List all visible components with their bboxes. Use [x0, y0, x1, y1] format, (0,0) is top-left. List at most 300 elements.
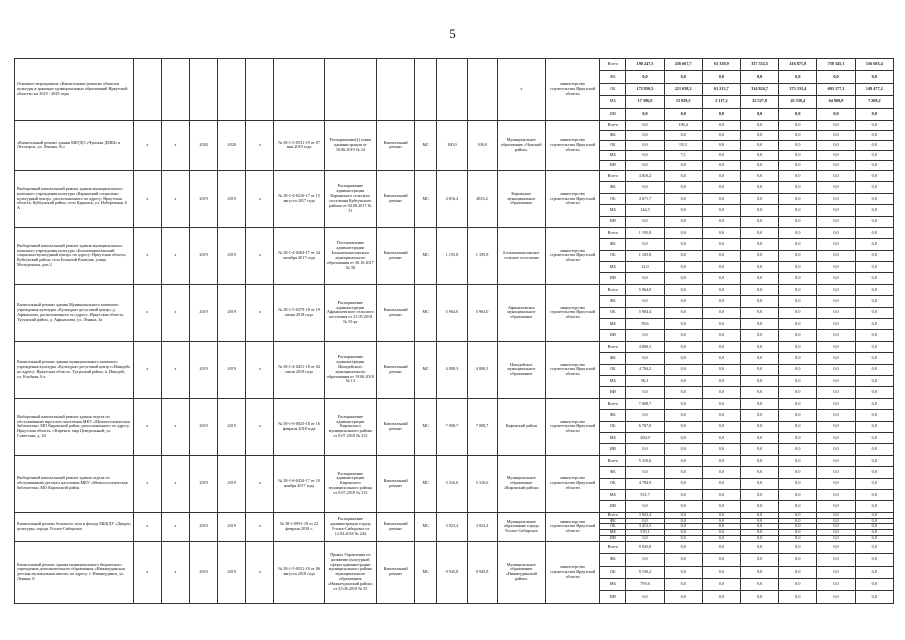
- amount-cell: 0,0: [855, 478, 893, 489]
- amount-cell: 0,0: [817, 364, 855, 375]
- attribute-cell-c5: [246, 59, 274, 121]
- amount-cell: 0,0: [664, 578, 702, 590]
- funding-source-cell: ФБ: [600, 410, 626, 421]
- amount-cell: 0,0: [740, 455, 778, 466]
- amount-cell: 0,0: [702, 530, 740, 536]
- attribute-cell-c13: министерство строительства Иркутской области: [545, 227, 599, 284]
- funding-source-cell: ОБ: [600, 307, 626, 318]
- funding-source-cell: ОБ: [600, 83, 626, 95]
- amount-cell: 0,0: [664, 524, 702, 530]
- attribute-cell-c7: Распоряжение администрации города Усолье-Сибирское от 12.04.2018 № 244: [324, 512, 376, 541]
- attribute-cell-c13: министерство строительства Иркутской области: [545, 59, 599, 121]
- amount-cell: 0,0: [855, 375, 893, 386]
- amount-cell: 0,0: [817, 71, 855, 83]
- amount-cell: 0,0: [740, 530, 778, 536]
- amount-cell: 334 824,7: [740, 83, 778, 95]
- amount-cell: 0,0: [664, 398, 702, 409]
- amount-cell: 416 871,8: [779, 59, 817, 71]
- amount-cell: 0,0: [779, 578, 817, 590]
- amount-cell: 5 316,6: [626, 455, 664, 466]
- amount-cell: 149 477,2: [855, 83, 893, 95]
- amount-cell: 0,0: [702, 140, 740, 150]
- funding-source-cell: ФБ: [600, 554, 626, 566]
- amount-cell: 0,0: [855, 216, 893, 227]
- amount-cell: 0,0: [740, 150, 778, 160]
- amount-cell: 0,0: [855, 170, 893, 181]
- attribute-cell-c4: 2019: [218, 170, 246, 227]
- funding-source-cell: МБ: [600, 150, 626, 160]
- amount-cell: 0,0: [740, 554, 778, 566]
- amount-cell: 0,0: [779, 512, 817, 518]
- amount-cell: 0,0: [855, 530, 893, 536]
- amount-cell: 0,0: [664, 130, 702, 140]
- amount-cell: 0,0: [740, 284, 778, 295]
- attribute-cell-c10: 5 964,0: [437, 284, 467, 341]
- amount-cell: 0,0: [664, 591, 702, 603]
- attribute-cell-c5: х: [246, 120, 274, 170]
- attribute-cell-c7: Распоряжение администрации Киренского муниципального района от 9.07.2018 № 313: [324, 455, 376, 512]
- amount-cell: 0,0: [664, 518, 702, 524]
- amount-cell: 0,0: [626, 387, 664, 398]
- attribute-cell-c13: министерство строительства Иркутской области: [545, 541, 599, 603]
- attribute-cell-c7: Распоряжение(4) главы администрации от 18.06.2019 № 24: [324, 120, 376, 170]
- amount-cell: 0,0: [817, 489, 855, 500]
- amount-cell: 0,0: [702, 512, 740, 518]
- amount-cell: 0,0: [817, 273, 855, 284]
- amount-cell: 144,5: [626, 205, 664, 216]
- attribute-cell-c4: 2020: [218, 120, 246, 170]
- funding-source-cell: МБ: [600, 319, 626, 330]
- amount-cell: 0,0: [740, 364, 778, 375]
- attribute-cell-c2: х: [161, 512, 189, 541]
- attribute-cell-c5: х: [246, 341, 274, 398]
- amount-cell: 0,0: [664, 262, 702, 273]
- amount-cell: 0,0: [855, 250, 893, 261]
- amount-cell: 0,0: [779, 341, 817, 352]
- amount-cell: 0,0: [779, 227, 817, 238]
- amount-cell: 0,0: [702, 296, 740, 307]
- amount-cell: 0,0: [779, 250, 817, 261]
- amount-cell: 0,0: [855, 455, 893, 466]
- attribute-cell-c11: 100,0: [467, 120, 497, 170]
- amount-cell: 0,0: [855, 467, 893, 478]
- amount-cell: 0,0: [664, 71, 702, 83]
- amount-cell: 0,0: [664, 170, 702, 181]
- amount-cell: 0,0: [702, 501, 740, 512]
- attribute-cell-c6: [274, 59, 324, 121]
- amount-cell: 373 333,4: [779, 83, 817, 95]
- amount-cell: 0,0: [855, 554, 893, 566]
- amount-cell: 0,0: [626, 591, 664, 603]
- attribute-cell-c13: министерство строительства Иркутской области: [545, 170, 599, 227]
- attribute-cell-c7: Распоряжение администрации Карымского сельского поселения Куйтунского района от 04.08.2017 № 31: [324, 170, 376, 227]
- amount-cell: 0,0: [664, 410, 702, 421]
- amount-cell: 0,0: [779, 353, 817, 364]
- amount-cell: 0,0: [817, 140, 855, 150]
- funding-source-cell: ОБ: [600, 193, 626, 204]
- amount-cell: 0,0: [702, 518, 740, 524]
- attribute-cell-c10: 7 008,7: [437, 398, 467, 455]
- amount-cell: 0,0: [664, 455, 702, 466]
- attribute-cell-c10: 1 195,8: [437, 227, 467, 284]
- attribute-cell-c3: 2019: [189, 227, 217, 284]
- amount-cell: 0,0: [855, 501, 893, 512]
- attribute-cell-c9: МС: [415, 512, 437, 541]
- amount-cell: 0,0: [626, 71, 664, 83]
- amount-cell: 0,0: [855, 284, 893, 295]
- amount-cell: 0,0: [779, 108, 817, 120]
- funding-source-cell: Всего: [600, 398, 626, 409]
- amount-cell: 0,0: [664, 284, 702, 295]
- amount-cell: 0,0: [817, 375, 855, 386]
- amount-cell: 0,0: [740, 578, 778, 590]
- amount-cell: 0,0: [779, 120, 817, 130]
- amount-cell: 0,0: [740, 160, 778, 170]
- funding-source-cell: ФБ: [600, 467, 626, 478]
- funding-source-cell: ИИ: [600, 108, 626, 120]
- attribute-cell-c1: х: [133, 227, 161, 284]
- amount-cell: 357 352,5: [740, 59, 778, 71]
- amount-cell: 93,3: [664, 140, 702, 150]
- attribute-cell-c11: [467, 59, 497, 121]
- attribute-cell-c3: 2019: [189, 341, 217, 398]
- amount-cell: 0,0: [855, 296, 893, 307]
- attribute-cell-c12: Муниципальное образование «Нижнеудинский район»: [497, 541, 545, 603]
- attribute-cell-c9: МС: [415, 341, 437, 398]
- amount-cell: 0,0: [702, 284, 740, 295]
- attribute-cell-c9: МС: [415, 227, 437, 284]
- amount-cell: 0,0: [855, 444, 893, 455]
- amount-cell: 0,0: [855, 160, 893, 170]
- amount-cell: 0,0: [855, 130, 893, 140]
- amount-cell: 0,0: [740, 501, 778, 512]
- amount-cell: 0,0: [855, 330, 893, 341]
- amount-cell: 0,0: [740, 524, 778, 530]
- attribute-cell-c7: [324, 59, 376, 121]
- attribute-cell-c11: 5 316,6: [467, 455, 497, 512]
- funding-source-cell: МБ: [600, 432, 626, 443]
- funding-source-cell: ФБ: [600, 518, 626, 524]
- attribute-cell-c7: Распоряжение администрации Ишидейского муниципального образования от 19.06.2018 № 13: [324, 341, 376, 398]
- amount-cell: 0,0: [740, 467, 778, 478]
- attribute-cell-c9: [415, 59, 437, 121]
- amount-cell: 1 195,8: [626, 227, 664, 238]
- amount-cell: 0,0: [740, 591, 778, 603]
- funding-source-cell: ИИ: [600, 444, 626, 455]
- funding-source-cell: ОБ: [600, 421, 626, 432]
- amount-cell: 0,0: [855, 421, 893, 432]
- amount-cell: 0,0: [664, 421, 702, 432]
- attribute-cell-c12: Афанасьевское муниципальное образование: [497, 284, 545, 341]
- funding-source-cell: ОБ: [600, 566, 626, 578]
- amount-cell: 0,0: [740, 518, 778, 524]
- attribute-cell-c3: 2019: [189, 541, 217, 603]
- amount-cell: 0,0: [702, 541, 740, 553]
- amount-cell: 0,0: [817, 410, 855, 421]
- amount-cell: 59,6: [626, 319, 664, 330]
- attribute-cell-c2: [161, 59, 189, 121]
- attribute-cell-c1: х: [133, 120, 161, 170]
- attribute-cell-c4: [218, 59, 246, 121]
- funding-source-cell: Всего: [600, 59, 626, 71]
- amount-cell: 0,0: [626, 535, 664, 541]
- attribute-cell-c6: № 38-1-0091-18 от 22 февраля 2018 г.: [274, 512, 324, 541]
- amount-cell: 6 707,8: [626, 421, 664, 432]
- funding-source-cell: МБ: [600, 489, 626, 500]
- attribute-cell-c4: 2019: [218, 341, 246, 398]
- amount-cell: 0,0: [779, 421, 817, 432]
- amount-cell: 0,0: [702, 444, 740, 455]
- attribute-cell-c9: МС: [415, 120, 437, 170]
- amount-cell: 5 964,0: [626, 284, 664, 295]
- amount-cell: 0,0: [855, 120, 893, 130]
- object-name-cell: Выборочный капитальный ремонт здания отдела по обслуживанию детского населения МКУ «Межпоселенческая библиотека» МО Киренский район: [15, 455, 134, 512]
- amount-cell: 0,0: [855, 489, 893, 500]
- amount-cell: 0,0: [664, 353, 702, 364]
- amount-cell: 0,0: [779, 501, 817, 512]
- amount-cell: 0,0: [626, 140, 664, 150]
- attribute-cell-c8: Капитальный ремонт: [377, 541, 415, 603]
- attribute-cell-c8: Капитальный ремонт: [377, 227, 415, 284]
- funding-source-cell: ОБ: [600, 364, 626, 375]
- amount-cell: 0,0: [702, 432, 740, 443]
- amount-cell: 0,0: [779, 216, 817, 227]
- amount-cell: 0,0: [817, 554, 855, 566]
- amount-cell: 510,1: [626, 530, 664, 536]
- table-row: [15, 170, 894, 181]
- attribute-cell-c8: Капитальный ремонт: [377, 120, 415, 170]
- amount-cell: 0,0: [664, 341, 702, 352]
- amount-cell: 531,7: [626, 489, 664, 500]
- amount-cell: 0,0: [855, 387, 893, 398]
- amount-cell: 0,0: [626, 330, 664, 341]
- amount-cell: 0,0: [626, 501, 664, 512]
- amount-cell: 61 213,7: [702, 83, 740, 95]
- amount-cell: 0,0: [702, 410, 740, 421]
- object-name-cell: «Капитальный ремонт здания МБУДО «Чунская ДМШ» в Лесогорск, ул. Ленина, 8»»: [15, 120, 134, 170]
- amount-cell: 0,0: [664, 319, 702, 330]
- amount-cell: 0,0: [779, 273, 817, 284]
- amount-cell: 0,0: [740, 410, 778, 421]
- funding-source-cell: Всего: [600, 284, 626, 295]
- amount-cell: 0,0: [817, 150, 855, 160]
- amount-cell: 0,0: [817, 182, 855, 193]
- amount-cell: 0,0: [664, 489, 702, 500]
- amount-cell: 300,9: [626, 432, 664, 443]
- amount-cell: 156 683,4: [855, 59, 893, 71]
- amount-cell: 0,0: [817, 578, 855, 590]
- amount-cell: 0,0: [817, 591, 855, 603]
- object-name-cell: Выборочный капитальный ремонт здания муниципального казенного учреждения культуры «Большекашелакский социально-культурный центр» по адресу: Иркутская область, Куйтунский район, село Большой Кашелак, улица Молодежная, дом 2: [15, 227, 134, 284]
- attribute-cell-c12: Киренский район: [497, 398, 545, 455]
- table-row: [15, 120, 894, 130]
- funding-source-cell: ОБ: [600, 524, 626, 530]
- program-table: [14, 58, 894, 604]
- funding-source-cell: ОБ: [600, 478, 626, 489]
- amount-cell: 0,0: [779, 150, 817, 160]
- amount-cell: 0,0: [702, 120, 740, 130]
- amount-cell: 0,0: [779, 193, 817, 204]
- funding-source-cell: ИИ: [600, 501, 626, 512]
- amount-cell: 0,0: [664, 250, 702, 261]
- attribute-cell-c3: [189, 59, 217, 121]
- amount-cell: 0,0: [626, 467, 664, 478]
- amount-cell: 0,0: [664, 216, 702, 227]
- attribute-cell-c8: Капитальный ремонт: [377, 170, 415, 227]
- attribute-cell-c3: 2019: [189, 455, 217, 512]
- amount-cell: 0,0: [779, 541, 817, 553]
- amount-cell: 0,0: [702, 108, 740, 120]
- amount-cell: 0,0: [664, 364, 702, 375]
- attribute-cell-c8: Капитальный ремонт: [377, 455, 415, 512]
- amount-cell: 0,0: [664, 530, 702, 536]
- funding-source-cell: ИИ: [600, 273, 626, 284]
- amount-cell: 0,0: [740, 512, 778, 518]
- amount-cell: 0,0: [664, 239, 702, 250]
- amount-cell: 22 527,8: [740, 96, 778, 108]
- amount-cell: 100,4: [664, 120, 702, 130]
- amount-cell: 0,0: [702, 330, 740, 341]
- amount-cell: 0,0: [740, 193, 778, 204]
- attribute-cell-c1: х: [133, 284, 161, 341]
- amount-cell: 0,0: [664, 182, 702, 193]
- amount-cell: 5 904,4: [626, 307, 664, 318]
- amount-cell: 0,0: [702, 421, 740, 432]
- amount-cell: 0,0: [740, 130, 778, 140]
- amount-cell: 0,0: [626, 130, 664, 140]
- table-row: [15, 398, 894, 409]
- amount-cell: 64 968,0: [817, 96, 855, 108]
- amount-cell: 0,0: [740, 262, 778, 273]
- amount-cell: 0,0: [817, 205, 855, 216]
- amount-cell: 0,0: [817, 120, 855, 130]
- amount-cell: 0,0: [664, 512, 702, 518]
- funding-source-cell: МБ: [600, 375, 626, 386]
- amount-cell: 0,0: [779, 410, 817, 421]
- amount-cell: 0,0: [702, 489, 740, 500]
- attribute-cell-c10: 4 800,3: [437, 341, 467, 398]
- attribute-cell-c9: МС: [415, 455, 437, 512]
- amount-cell: 0,0: [626, 160, 664, 170]
- amount-cell: 0,0: [779, 489, 817, 500]
- amount-cell: 0,0: [817, 296, 855, 307]
- amount-cell: 0,0: [817, 239, 855, 250]
- attribute-cell-c13: министерство строительства Иркутской области: [545, 120, 599, 170]
- object-name-cell: Капитальный ремонт здания Муниципального казенного учреждения культуры «Культурно-досуговый центр» д. Афанасьева, расположенного по адресу: Иркутская область, Тулунский район, д. Афанасьева, ул. Ленина, 4а: [15, 284, 134, 341]
- attribute-cell-c13: министерство строительства Иркутской области: [545, 284, 599, 341]
- attribute-cell-c13: министерство строительства Иркутской области: [545, 455, 599, 512]
- amount-cell: 0,0: [740, 108, 778, 120]
- amount-cell: 0,0: [779, 140, 817, 150]
- amount-cell: 0,0: [855, 307, 893, 318]
- amount-cell: 0,0: [664, 432, 702, 443]
- amount-cell: 0,0: [702, 227, 740, 238]
- amount-cell: 0,0: [855, 518, 893, 524]
- attribute-cell-c6: № 38-1-6-0434-17 от 10 ноября 2017 года: [274, 455, 324, 512]
- attribute-cell-c8: Капитальный ремонт: [377, 398, 415, 455]
- amount-cell: 0,0: [702, 398, 740, 409]
- amount-cell: 12,0: [626, 262, 664, 273]
- attribute-cell-c2: х: [161, 341, 189, 398]
- amount-cell: 0,0: [626, 216, 664, 227]
- amount-cell: 0,0: [817, 319, 855, 330]
- attribute-cell-c3: 2019: [189, 170, 217, 227]
- amount-cell: 0,0: [740, 239, 778, 250]
- attribute-cell-c6: № 38-1-5-0379-18 от 19 июня 2018 года: [274, 284, 324, 341]
- amount-cell: 0,0: [855, 239, 893, 250]
- attribute-cell-c4: 2019: [218, 284, 246, 341]
- attribute-cell-c1: х: [133, 341, 161, 398]
- amount-cell: 0,0: [702, 455, 740, 466]
- amount-cell: 0,0: [817, 330, 855, 341]
- amount-cell: 221 038,2: [664, 83, 702, 95]
- amount-cell: 0,0: [626, 444, 664, 455]
- amount-cell: 0,0: [817, 530, 855, 536]
- funding-source-cell: Всего: [600, 512, 626, 518]
- amount-cell: 256 667,7: [664, 59, 702, 71]
- amount-cell: 0,0: [855, 140, 893, 150]
- attribute-cell-c1: х: [133, 455, 161, 512]
- amount-cell: 0,0: [664, 108, 702, 120]
- amount-cell: 0,0: [855, 193, 893, 204]
- attribute-cell-c11: 9 945,8: [467, 541, 497, 603]
- attribute-cell-c5: х: [246, 455, 274, 512]
- attribute-cell-c5: х: [246, 227, 274, 284]
- amount-cell: 0,0: [817, 284, 855, 295]
- attribute-cell-c6: № 38-1-5-0521-18 от 06 августа 2018 года: [274, 541, 324, 603]
- amount-cell: 0,0: [779, 375, 817, 386]
- amount-cell: 0,0: [664, 535, 702, 541]
- amount-cell: 172 850,5: [626, 83, 664, 95]
- amount-cell: 9 945,8: [626, 541, 664, 553]
- attribute-cell-c9: МС: [415, 170, 437, 227]
- amount-cell: 0,0: [779, 319, 817, 330]
- attribute-cell-c6: № 38-1-4-0284-17 от 24 октября 2017 года: [274, 227, 324, 284]
- amount-cell: 0,0: [779, 284, 817, 295]
- amount-cell: 0,0: [779, 262, 817, 273]
- funding-source-cell: Всего: [600, 455, 626, 466]
- amount-cell: 0,0: [817, 444, 855, 455]
- amount-cell: 0,0: [702, 387, 740, 398]
- amount-cell: 0,0: [740, 140, 778, 150]
- amount-cell: 0,0: [817, 541, 855, 553]
- attribute-cell-c12: Муниципальное образование «Чунский район»: [497, 120, 545, 170]
- amount-cell: 0,0: [702, 250, 740, 261]
- amount-cell: 0,0: [702, 319, 740, 330]
- object-name-cell: Капитальный ремонт здания муниципального бюджетного учреждения дополнительного образования «Нижнеудинская детская музыкальная школа» по адресу: г. Нижнеудинск, ул. Ленина, 8: [15, 541, 134, 603]
- amount-cell: 0,0: [855, 535, 893, 541]
- amount-cell: 0,0: [779, 182, 817, 193]
- amount-cell: 0,0: [779, 566, 817, 578]
- object-name-cell: Выборочный капитальный ремонт здания муниципального казенного учреждения культуры «Карымский социально-культурный центр», расположенного по адресу: Иркутская область, Куйтунский район, село Карымск, ул. Набережная, 6 А: [15, 170, 134, 227]
- funding-source-cell: ФБ: [600, 296, 626, 307]
- amount-cell: 3 923,4: [626, 512, 664, 518]
- page-number: 5: [449, 26, 456, 41]
- attribute-cell-c1: х: [133, 512, 161, 541]
- amount-cell: 0,0: [740, 120, 778, 130]
- funding-source-cell: МБ: [600, 578, 626, 590]
- table-row: [15, 227, 894, 238]
- attribute-cell-c12: Муниципальное образование «Киренский район»: [497, 455, 545, 512]
- amount-cell: 0,0: [779, 591, 817, 603]
- amount-cell: 0,0: [664, 330, 702, 341]
- amount-cell: 0,0: [779, 467, 817, 478]
- amount-cell: 0,0: [855, 319, 893, 330]
- amount-cell: 0,0: [817, 421, 855, 432]
- amount-cell: 0,0: [740, 319, 778, 330]
- attribute-cell-c10: [437, 59, 467, 121]
- amount-cell: 0,0: [817, 398, 855, 409]
